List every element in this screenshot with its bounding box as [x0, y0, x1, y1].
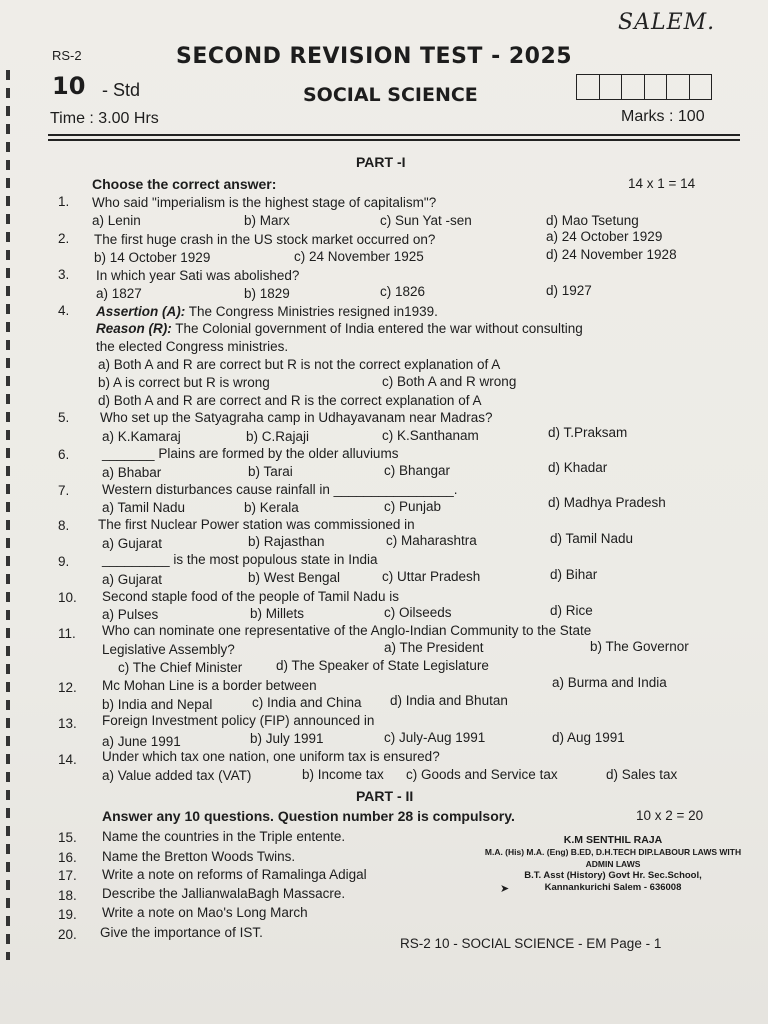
exam-title: SECOND REVISION TEST - 2025: [176, 44, 573, 69]
question-text: Give the importance of IST.: [100, 925, 263, 940]
option-b: b) West Bengal: [248, 570, 341, 585]
option-c: c) Punjab: [384, 499, 442, 514]
option-b: b) Kerala: [244, 500, 299, 515]
option-b: b) Rajasthan: [248, 534, 325, 549]
reason-line: [96, 320, 583, 337]
question-number: 10.: [58, 590, 77, 605]
handwritten-note: SALEM.: [618, 10, 716, 35]
question-number: 3.: [58, 267, 70, 282]
option-b: b) A is correct but R is wrong: [98, 375, 270, 390]
marks-label: Marks : 100: [621, 108, 705, 125]
question-text: Who said "imperialism is the highest stage of capitalism"?: [92, 195, 437, 210]
margin-dash-line: [6, 70, 10, 960]
question-text: Plains are formed by the older alluviums: [158, 446, 399, 461]
option-b: b) Income tax: [302, 767, 384, 782]
assertion-line: [96, 303, 438, 320]
option-d: d) 24 November 1928: [546, 247, 677, 262]
answer-blank: _________: [102, 552, 170, 567]
question-number: 5.: [58, 410, 70, 425]
part1-instruction: Choose the correct answer:: [92, 176, 277, 192]
question-line: [102, 551, 377, 568]
option-d: d) India and Bhutan: [390, 693, 508, 708]
option-d: d) Both A and R are correct and R is the correct explanation of A: [98, 393, 482, 408]
header-rule-bottom: [48, 139, 740, 141]
stamp-arrow-icon: ➤: [500, 883, 510, 895]
std-number: 10: [52, 72, 86, 100]
question-text: Name the Bretton Woods Twins.: [102, 849, 296, 864]
question-text: Western disturbances cause rainfall in ________________.: [102, 482, 458, 497]
question-text: In which year Sati was abolished?: [96, 268, 300, 283]
answer-blank: _______: [102, 446, 155, 461]
option-d: d) Madhya Pradesh: [548, 495, 666, 510]
option-d: d) Rice: [550, 603, 593, 618]
option-c: c) Maharashtra: [386, 533, 477, 548]
question-number: 12.: [58, 680, 77, 695]
question-text: Who can nominate one representative of the Anglo-Indian Community to the State: [102, 623, 592, 638]
option-c: c) Goods and Service tax: [406, 767, 558, 782]
option-c: c) Both A and R wrong: [382, 374, 517, 389]
option-d: d) T.Praksam: [548, 425, 628, 440]
option-d: d) Sales tax: [606, 767, 678, 782]
question-text: The first huge crash in the US stock market occurred on?: [94, 232, 436, 247]
option-c: c) India and China: [252, 695, 362, 710]
question-line: [102, 445, 398, 462]
stamp-qualification: M.A. (His) M.A. (Eng) B.ED, D.H.TECH DIP.LABOUR LAWS WITH: [484, 847, 742, 857]
option-c: c) Oilseeds: [384, 605, 452, 620]
option-a: a) The President: [384, 640, 484, 655]
option-c: c) Bhangar: [384, 463, 451, 478]
option-a: a) Pulses: [102, 607, 159, 622]
part1-heading: PART -I: [356, 154, 406, 170]
question-number: 7.: [58, 483, 70, 498]
question-text: Name the countries in the Triple entente.: [102, 829, 346, 844]
option-d: d) Khadar: [548, 460, 608, 475]
question-number: 16.: [58, 850, 77, 865]
option-d: d) Tamil Nadu: [550, 531, 634, 546]
time-label: Time : 3.00 Hrs: [50, 110, 159, 127]
option-a: a) Gujarat: [102, 536, 163, 551]
option-b: b) Millets: [250, 606, 305, 621]
option-c: c) 1826: [380, 284, 426, 299]
option-c: c) The Chief Minister: [118, 660, 243, 675]
option-a: a) 1827: [96, 286, 142, 301]
std-label: - Std: [102, 80, 141, 100]
reason-label: Reason (R):: [96, 321, 172, 336]
question-text: Write a note on Mao's Long March: [102, 905, 308, 920]
option-d: d) The Speaker of State Legislature: [276, 658, 489, 673]
option-a: a) Burma and India: [552, 675, 667, 690]
question-text-continued: Legislative Assembly?: [102, 642, 235, 657]
option-b: b) Tarai: [248, 464, 293, 479]
option-d: d) Mao Tsetung: [546, 213, 639, 228]
option-c: c) K.Santhanam: [382, 428, 479, 443]
option-b: b) India and Nepal: [102, 697, 213, 712]
question-text: Who set up the Satyagraha camp in Udhayavanam near Madras?: [100, 410, 493, 425]
reason-text: The Colonial government of India entered the war without consulting: [175, 321, 583, 336]
subject-title: SOCIAL SCIENCE: [303, 84, 478, 106]
option-a: a) Tamil Nadu: [102, 500, 186, 515]
question-number: 4.: [58, 303, 70, 318]
option-a: a) Value added tax (VAT): [102, 768, 252, 783]
question-text: Describe the JallianwalaBagh Massacre.: [102, 886, 346, 901]
stamp-name: K.M SENTHIL RAJA: [563, 834, 663, 846]
question-number: 17.: [58, 868, 77, 883]
option-a: a) Bhabar: [102, 465, 162, 480]
question-text: Second staple food of the people of Tamil Nadu is: [102, 589, 399, 604]
question-text: Foreign Investment policy (FIP) announced in: [102, 713, 375, 728]
option-c: c) Sun Yat -sen: [380, 213, 472, 228]
option-c: c) 24 November 1925: [294, 249, 424, 264]
header-rule-top: [48, 134, 740, 136]
question-text: Mc Mohan Line is a border between: [102, 678, 317, 693]
teacher-stamp: [478, 834, 748, 894]
option-a: a) K.Kamaraj: [102, 429, 181, 444]
option-a: a) 24 October 1929: [546, 229, 663, 244]
part2-marks: 10 x 2 = 20: [636, 808, 704, 823]
option-b: b) Marx: [244, 213, 290, 228]
option-a: a) Lenin: [92, 213, 141, 228]
question-number: 9.: [58, 554, 70, 569]
question-number: 1.: [58, 194, 70, 209]
option-c: c) Uttar Pradesh: [382, 569, 481, 584]
question-number: 14.: [58, 752, 77, 767]
assertion-label: Assertion (A):: [96, 304, 186, 319]
page-footer: RS-2 10 - SOCIAL SCIENCE - EM Page - 1: [400, 936, 662, 951]
option-c: c) July-Aug 1991: [384, 730, 486, 745]
option-b: b) C.Rajaji: [246, 429, 310, 444]
question-number: 6.: [58, 447, 70, 462]
option-d: d) Aug 1991: [552, 730, 625, 745]
option-d: d) 1927: [546, 283, 592, 298]
option-b: b) 14 October 1929: [94, 250, 211, 265]
question-number: 15.: [58, 830, 77, 845]
question-number: 11.: [58, 626, 76, 641]
question-number: 19.: [58, 907, 77, 922]
question-number: 20.: [58, 927, 77, 942]
part2-heading: PART - II: [356, 788, 414, 804]
option-b: b) 1829: [244, 286, 290, 301]
part1-marks: 14 x 1 = 14: [628, 176, 696, 191]
question-text: Write a note on reforms of Ramalinga Adigal: [102, 867, 367, 882]
question-number: 18.: [58, 888, 77, 903]
paper-code: RS-2: [52, 48, 82, 63]
question-text: Under which tax one nation, one uniform tax is ensured?: [102, 749, 440, 764]
assertion-text: The Congress Ministries resigned in1939.: [188, 304, 438, 319]
reason-continuation: the elected Congress ministries.: [96, 339, 289, 354]
option-a: a) Gujarat: [102, 572, 163, 587]
option-d: d) Bihar: [550, 567, 598, 582]
part2-instruction: Answer any 10 questions. Question number 28 is compulsory.: [102, 808, 515, 824]
question-text: The first Nuclear Power station was commissioned in: [98, 517, 415, 532]
option-b: b) July 1991: [250, 731, 324, 746]
register-number-boxes: [576, 74, 712, 100]
question-text: is the most populous state in India: [173, 552, 378, 567]
question-number: 8.: [58, 518, 70, 533]
stamp-qualification-cont: ADMIN LAWS: [585, 859, 641, 869]
question-number: 13.: [58, 716, 77, 731]
option-b: b) The Governor: [590, 639, 689, 654]
option-a: a) June 1991: [102, 734, 181, 749]
option-a: a) Both A and R are correct but R is not the correct explanation of A: [98, 357, 501, 372]
stamp-address: Kannankurichi Salem - 636008: [544, 882, 682, 893]
question-number: 2.: [58, 231, 70, 246]
stamp-designation: B.T. Asst (History) Govt Hr. Sec.School,: [524, 870, 702, 881]
